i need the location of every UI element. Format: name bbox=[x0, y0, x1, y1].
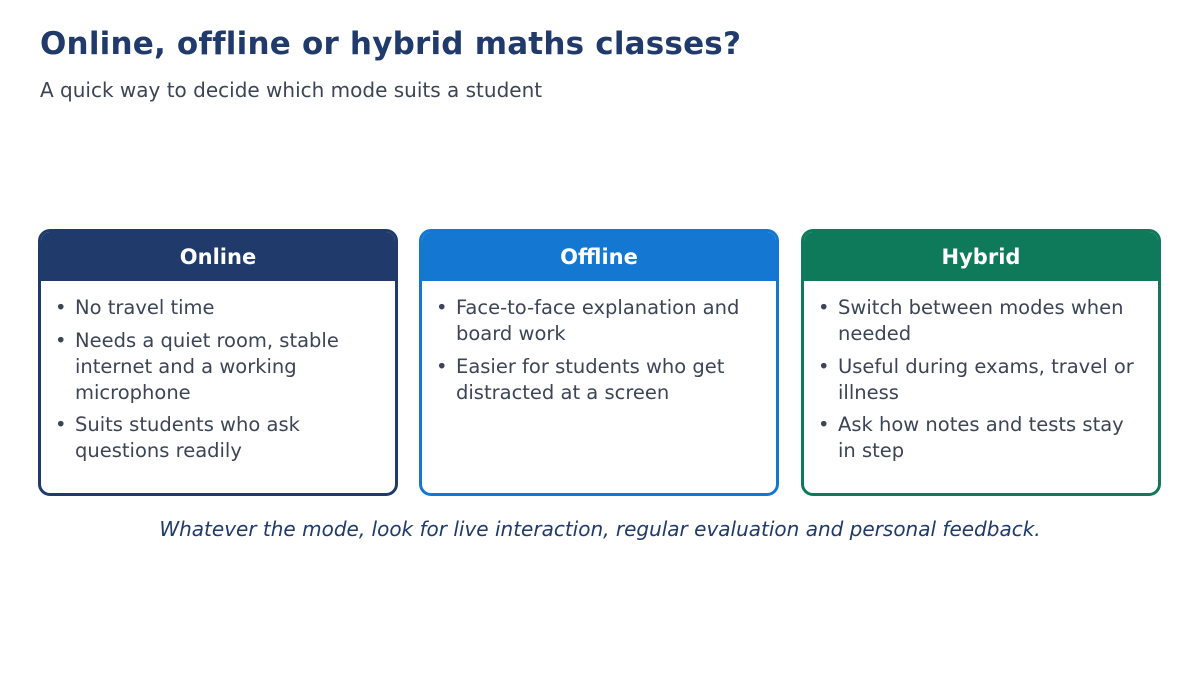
hybrid-card-list bbox=[804, 281, 1158, 464]
list-item-text: Easier for students who get distracted at a screen bbox=[456, 354, 725, 404]
page-subtitle: A quick way to decide which mode suits a student bbox=[40, 78, 543, 102]
hybrid-card-header: Hybrid bbox=[804, 232, 1158, 281]
bullet-icon: • bbox=[436, 296, 448, 319]
hybrid-card bbox=[801, 229, 1161, 496]
list-item-text: Face-to-face explanation and board work bbox=[456, 296, 740, 345]
list-item-text: No travel time bbox=[75, 296, 215, 319]
bullet-icon: • bbox=[55, 328, 67, 352]
offline-card-list bbox=[422, 281, 776, 406]
bullet-icon: • bbox=[436, 354, 448, 378]
list-item bbox=[436, 295, 764, 347]
list-item-text: Switch between modes when needed bbox=[838, 296, 1124, 345]
page-title: Online, offline or hybrid maths classes? bbox=[40, 26, 742, 62]
list-item-text: Useful during exams, travel or illness bbox=[838, 354, 1134, 404]
bullet-icon: • bbox=[55, 413, 67, 436]
list-item bbox=[55, 295, 383, 321]
bullet-icon: • bbox=[55, 296, 67, 319]
bullet-icon: • bbox=[818, 296, 830, 319]
list-item-text: Suits students who ask questions readily bbox=[75, 413, 300, 462]
list-item bbox=[818, 295, 1146, 347]
offline-card-header: Offline bbox=[422, 232, 776, 281]
list-item-text: Ask how notes and tests stay in step bbox=[838, 413, 1124, 462]
bullet-icon: • bbox=[818, 354, 830, 378]
list-item bbox=[436, 354, 764, 406]
list-item bbox=[818, 354, 1146, 406]
online-card-list bbox=[41, 281, 395, 464]
online-card bbox=[38, 229, 398, 496]
footer-note: Whatever the mode, look for live interaction, regular evaluation and personal feedback. bbox=[159, 517, 1041, 541]
list-item-text: Needs a quiet room, stable internet and a working microphone bbox=[75, 328, 339, 404]
online-card-header: Online bbox=[41, 232, 395, 281]
list-item bbox=[55, 328, 383, 406]
offline-card bbox=[419, 229, 779, 496]
bullet-icon: • bbox=[818, 413, 830, 436]
list-item bbox=[55, 412, 383, 464]
list-item bbox=[818, 412, 1146, 464]
